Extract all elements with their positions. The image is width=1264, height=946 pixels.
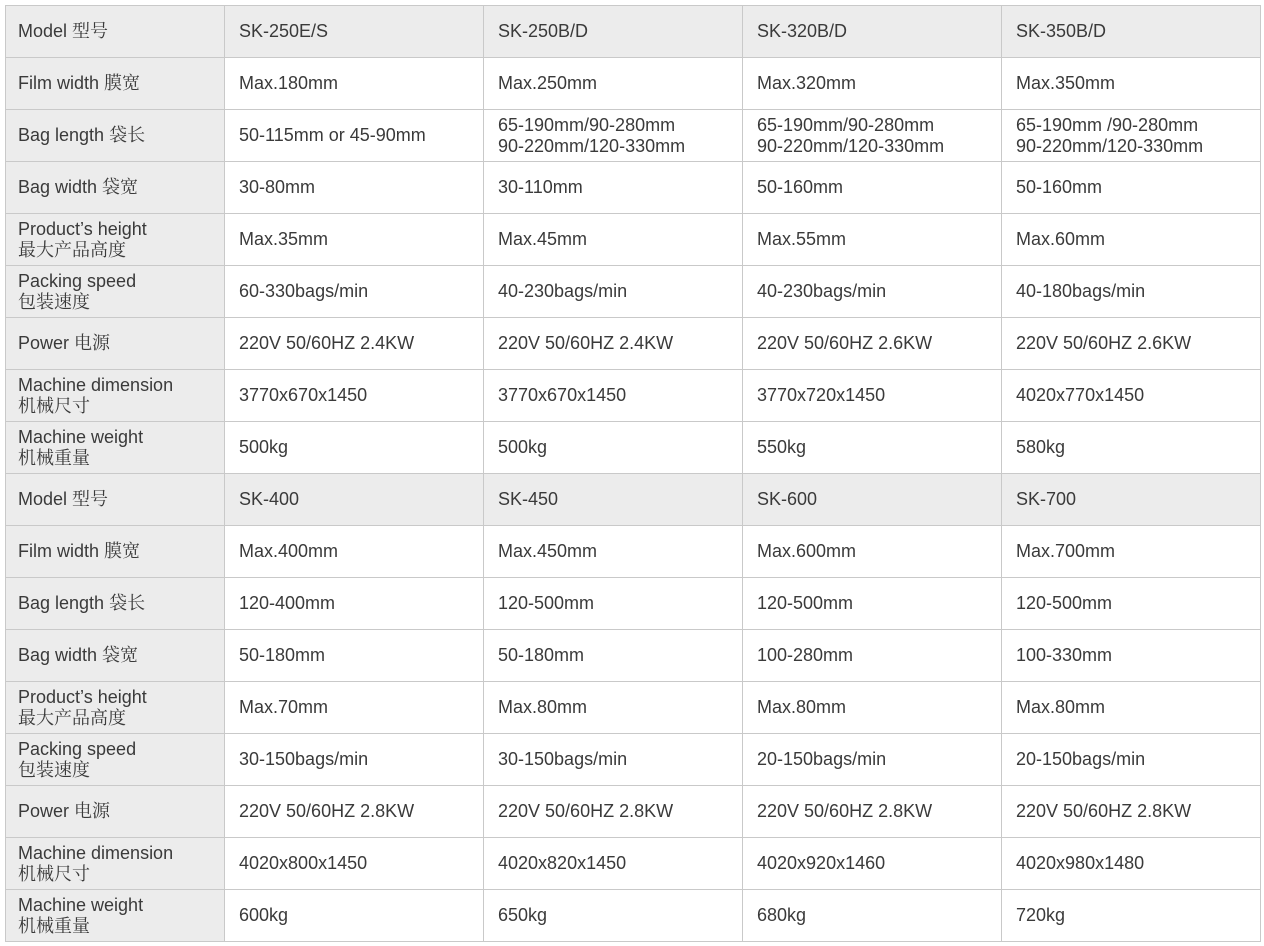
spec-value-cell xyxy=(1002,734,1261,786)
spec-value-line2: 90-220mm/120-330mm xyxy=(757,135,945,156)
spec-value-cell xyxy=(225,162,484,214)
spec-value: 220V 50/60HZ 2.6KW xyxy=(757,333,933,353)
spec-value: 220V 50/60HZ 2.8KW xyxy=(757,801,933,821)
spec-value-cell xyxy=(225,110,484,162)
spec-value-cell xyxy=(743,58,1002,110)
spec-row-product-s-height xyxy=(6,682,1261,734)
spec-value-line2: 90-220mm/120-330mm xyxy=(498,135,686,156)
spec-row-model xyxy=(6,6,1261,58)
spec-value-cell xyxy=(743,682,1002,734)
spec-row-product-s-height xyxy=(6,214,1261,266)
spec-value: SK-320B/D xyxy=(757,21,848,41)
spec-value: 4020x800x1450 xyxy=(239,853,368,873)
spec-value: 220V 50/60HZ 2.8KW xyxy=(498,801,674,821)
spec-label-cn: 机械尺寸 xyxy=(18,863,90,884)
spec-value: 580kg xyxy=(1016,437,1066,457)
spec-value-cell xyxy=(225,318,484,370)
spec-value: 20-150bags/min xyxy=(1016,749,1146,769)
spec-value: Max.250mm xyxy=(498,73,598,93)
spec-label-en: Power 电源 xyxy=(18,333,111,353)
spec-value-cell xyxy=(225,58,484,110)
spec-label-en: Power 电源 xyxy=(18,801,111,821)
spec-row-bag-width xyxy=(6,630,1261,682)
spec-label-en: Film width 膜宽 xyxy=(18,73,141,93)
spec-label-en: Bag length 袋长 xyxy=(18,125,146,145)
spec-row-machine-dimension xyxy=(6,838,1261,890)
spec-value-cell xyxy=(484,58,743,110)
spec-label-en: Film width 膜宽 xyxy=(18,541,141,561)
spec-value-cell xyxy=(743,422,1002,474)
spec-value: 30-80mm xyxy=(239,177,316,197)
spec-value-cell xyxy=(1002,682,1261,734)
spec-label-cn: 包装速度 xyxy=(18,291,90,312)
spec-value: 4020x980x1480 xyxy=(1016,853,1145,873)
spec-value: 120-500mm xyxy=(1016,593,1113,613)
spec-value: 50-160mm xyxy=(1016,177,1103,197)
spec-label-en: Bag width 袋宽 xyxy=(18,177,139,197)
spec-row-film-width xyxy=(6,526,1261,578)
spec-label-en: Machine dimension xyxy=(18,842,174,863)
spec-label-cn: 最大产品高度 xyxy=(18,707,126,728)
spec-label xyxy=(6,578,225,630)
model-name-cell xyxy=(1002,6,1261,58)
spec-value-cell xyxy=(484,630,743,682)
spec-value-cell xyxy=(225,266,484,318)
spec-value: Max.320mm xyxy=(757,73,857,93)
spec-value-cell xyxy=(1002,422,1261,474)
spec-label xyxy=(6,266,225,318)
spec-row-bag-length xyxy=(6,110,1261,162)
spec-row-packing-speed xyxy=(6,266,1261,318)
spec-value-cell xyxy=(743,318,1002,370)
spec-row-machine-weight xyxy=(6,422,1261,474)
spec-value: 20-150bags/min xyxy=(757,749,887,769)
spec-value-cell xyxy=(225,734,484,786)
spec-value: 100-330mm xyxy=(1016,645,1113,665)
spec-value-cell xyxy=(484,578,743,630)
spec-value: 220V 50/60HZ 2.4KW xyxy=(239,333,415,353)
spec-value: SK-600 xyxy=(757,489,818,509)
spec-value: 65-190mm/90-280mm xyxy=(757,114,935,135)
spec-value: Max.450mm xyxy=(498,541,598,561)
model-name-cell xyxy=(1002,474,1261,526)
spec-value-cell xyxy=(225,526,484,578)
spec-value-cell xyxy=(1002,630,1261,682)
spec-label-en: Packing speed xyxy=(18,270,137,291)
spec-value-cell xyxy=(484,786,743,838)
spec-value: 720kg xyxy=(1016,905,1066,925)
spec-label-en: Product’s height xyxy=(18,218,147,239)
spec-value: 50-115mm or 45-90mm xyxy=(239,125,426,145)
spec-value-cell xyxy=(743,370,1002,422)
spec-value: SK-450 xyxy=(498,489,559,509)
spec-value-cell xyxy=(484,370,743,422)
spec-value: 4020x920x1460 xyxy=(757,853,886,873)
spec-label-en: Bag length 袋长 xyxy=(18,593,146,613)
spec-row-machine-dimension xyxy=(6,370,1261,422)
spec-label xyxy=(6,370,225,422)
spec-label xyxy=(6,110,225,162)
spec-value: 3770x720x1450 xyxy=(757,385,886,405)
spec-value-cell xyxy=(484,422,743,474)
spec-label-en: Packing speed xyxy=(18,738,137,759)
spec-value: 40-230bags/min xyxy=(498,281,628,301)
spec-value-cell xyxy=(484,890,743,942)
spec-value: Max.700mm xyxy=(1016,541,1116,561)
spec-value-cell xyxy=(1002,526,1261,578)
spec-row-power xyxy=(6,786,1261,838)
spec-value: 4020x820x1450 xyxy=(498,853,627,873)
spec-value: 120-500mm xyxy=(757,593,854,613)
spec-value: 4020x770x1450 xyxy=(1016,385,1145,405)
spec-label xyxy=(6,734,225,786)
spec-table xyxy=(5,5,1261,942)
spec-label xyxy=(6,6,225,58)
spec-value-cell xyxy=(743,214,1002,266)
spec-value-cell xyxy=(1002,838,1261,890)
model-name-cell xyxy=(743,6,1002,58)
spec-value-cell xyxy=(1002,266,1261,318)
spec-value-cell xyxy=(484,838,743,890)
spec-value-cell xyxy=(225,838,484,890)
spec-value: 30-150bags/min xyxy=(498,749,628,769)
spec-value: Max.80mm xyxy=(498,697,588,717)
spec-value-cell xyxy=(484,734,743,786)
spec-value: 40-230bags/min xyxy=(757,281,887,301)
spec-value: Max.600mm xyxy=(757,541,857,561)
spec-value-cell xyxy=(1002,578,1261,630)
spec-label xyxy=(6,838,225,890)
spec-value: 220V 50/60HZ 2.4KW xyxy=(498,333,674,353)
spec-label xyxy=(6,422,225,474)
spec-value-cell xyxy=(1002,370,1261,422)
spec-value-cell xyxy=(225,214,484,266)
spec-value-cell xyxy=(1002,318,1261,370)
spec-value: 3770x670x1450 xyxy=(239,385,368,405)
spec-value: SK-250E/S xyxy=(239,21,329,41)
spec-value: Max.350mm xyxy=(1016,73,1116,93)
spec-value-cell xyxy=(743,786,1002,838)
spec-value: 220V 50/60HZ 2.6KW xyxy=(1016,333,1192,353)
spec-value: Max.80mm xyxy=(1016,697,1106,717)
spec-row-power xyxy=(6,318,1261,370)
spec-label-en: Machine dimension xyxy=(18,374,174,395)
spec-value-cell xyxy=(1002,786,1261,838)
spec-label-en: Model 型号 xyxy=(18,21,109,41)
spec-value: Max.70mm xyxy=(239,697,329,717)
spec-value-cell xyxy=(743,734,1002,786)
spec-value: 120-400mm xyxy=(239,593,336,613)
spec-label-en: Model 型号 xyxy=(18,489,109,509)
spec-label-en: Product’s height xyxy=(18,686,147,707)
spec-value: 680kg xyxy=(757,905,807,925)
spec-value: Max.180mm xyxy=(239,73,339,93)
spec-row-packing-speed xyxy=(6,734,1261,786)
spec-value-cell xyxy=(484,526,743,578)
spec-value-cell xyxy=(743,630,1002,682)
spec-value: 30-150bags/min xyxy=(239,749,369,769)
spec-label xyxy=(6,318,225,370)
spec-value: Max.45mm xyxy=(498,229,588,249)
model-name-cell xyxy=(225,6,484,58)
spec-row-bag-length xyxy=(6,578,1261,630)
spec-label-en: Machine weight xyxy=(18,894,144,915)
spec-label-cn: 机械重量 xyxy=(18,915,90,936)
spec-value-cell xyxy=(743,162,1002,214)
spec-value-cell xyxy=(484,266,743,318)
spec-value-cell xyxy=(1002,110,1261,162)
spec-label xyxy=(6,630,225,682)
spec-value: SK-700 xyxy=(1016,489,1077,509)
spec-value: 220V 50/60HZ 2.8KW xyxy=(239,801,415,821)
spec-value: SK-350B/D xyxy=(1016,21,1107,41)
spec-value: 220V 50/60HZ 2.8KW xyxy=(1016,801,1192,821)
spec-value: Max.60mm xyxy=(1016,229,1106,249)
spec-value-cell xyxy=(225,890,484,942)
spec-value-cell xyxy=(484,214,743,266)
spec-value-cell xyxy=(484,682,743,734)
spec-value-cell xyxy=(743,578,1002,630)
spec-label-en: Bag width 袋宽 xyxy=(18,645,139,665)
spec-value: Max.55mm xyxy=(757,229,847,249)
spec-value: Max.80mm xyxy=(757,697,847,717)
spec-value-cell xyxy=(484,110,743,162)
spec-value: 50-160mm xyxy=(757,177,844,197)
spec-row-film-width xyxy=(6,58,1261,110)
spec-value: 65-190mm/90-280mm xyxy=(498,114,676,135)
spec-value-cell xyxy=(743,266,1002,318)
spec-value: Max.35mm xyxy=(239,229,329,249)
spec-value: 550kg xyxy=(757,437,807,457)
spec-table-body xyxy=(6,6,1261,942)
spec-value: 100-280mm xyxy=(757,645,854,665)
spec-row-bag-width xyxy=(6,162,1261,214)
spec-value: 50-180mm xyxy=(498,645,585,665)
spec-value-cell xyxy=(743,890,1002,942)
spec-value: 500kg xyxy=(239,437,289,457)
spec-label-cn: 机械重量 xyxy=(18,447,90,468)
model-name-cell xyxy=(225,474,484,526)
spec-label-en: Machine weight xyxy=(18,426,144,447)
spec-value: 3770x670x1450 xyxy=(498,385,627,405)
spec-value: 30-110mm xyxy=(498,177,583,197)
spec-label xyxy=(6,474,225,526)
model-name-cell xyxy=(484,474,743,526)
spec-value-cell xyxy=(225,578,484,630)
spec-label xyxy=(6,682,225,734)
spec-value-cell xyxy=(225,630,484,682)
spec-label xyxy=(6,214,225,266)
spec-value: 60-330bags/min xyxy=(239,281,369,301)
spec-value-cell xyxy=(1002,890,1261,942)
spec-label-cn: 包装速度 xyxy=(18,759,90,780)
model-name-cell xyxy=(743,474,1002,526)
spec-value: 650kg xyxy=(498,905,548,925)
spec-value: 65-190mm /90-280mm xyxy=(1016,114,1199,135)
spec-value-cell xyxy=(1002,58,1261,110)
spec-label xyxy=(6,58,225,110)
spec-value-cell xyxy=(1002,214,1261,266)
spec-row-machine-weight xyxy=(6,890,1261,942)
spec-value: 50-180mm xyxy=(239,645,326,665)
spec-value: 120-500mm xyxy=(498,593,595,613)
spec-value-cell xyxy=(1002,162,1261,214)
spec-value-cell xyxy=(484,318,743,370)
spec-value: SK-250B/D xyxy=(498,21,589,41)
spec-value: Max.400mm xyxy=(239,541,339,561)
spec-value-cell xyxy=(225,786,484,838)
spec-label-cn: 机械尺寸 xyxy=(18,395,90,416)
spec-value-cell xyxy=(743,110,1002,162)
spec-value-cell xyxy=(743,526,1002,578)
spec-label xyxy=(6,526,225,578)
spec-label xyxy=(6,890,225,942)
spec-label xyxy=(6,786,225,838)
spec-value-cell xyxy=(484,162,743,214)
spec-value: 500kg xyxy=(498,437,548,457)
spec-value: SK-400 xyxy=(239,489,300,509)
model-name-cell xyxy=(484,6,743,58)
spec-value-cell xyxy=(225,370,484,422)
spec-label-cn: 最大产品高度 xyxy=(18,239,126,260)
spec-value-cell xyxy=(225,422,484,474)
spec-label xyxy=(6,162,225,214)
spec-value: 600kg xyxy=(239,905,289,925)
spec-value-cell xyxy=(743,838,1002,890)
spec-value-cell xyxy=(225,682,484,734)
spec-value-line2: 90-220mm/120-330mm xyxy=(1016,135,1204,156)
spec-value: 40-180bags/min xyxy=(1016,281,1146,301)
spec-row-model xyxy=(6,474,1261,526)
